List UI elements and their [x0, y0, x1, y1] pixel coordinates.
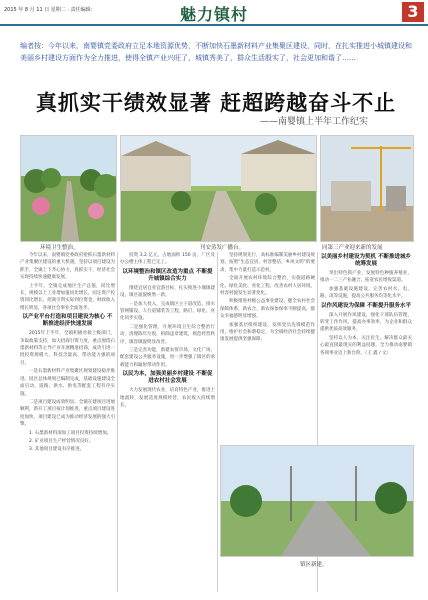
paragraph: 1. 石墨新材料深加工项目投资持续增加。: [29, 430, 112, 436]
column-divider: [217, 252, 218, 592]
section-heading: 以民为本，加强美丽乡村建设 不断促进农村社会发展: [122, 371, 213, 385]
paragraph: 深入开展作风建设，强化干部队伍管理，转变工作作风，提高办事效率，为企业和群众提供优质高效服务。: [320, 312, 412, 333]
paragraph: 三是完善功能，新建农贸市场、文化广场，配套建设公共服务设施，进一步增强了镇区的承载能力和辐射带动作用。: [120, 348, 215, 368]
paragraph: 3. 其他项目建设有序推进。: [29, 447, 85, 453]
paragraph: 突出特色抓产业，发展特色种植养殖业，推动一二三产业融合，拓宽农民增收渠道。: [320, 271, 412, 284]
section-heading: 以环境整治和镇区改造为重点 不断提升城镇综合实力: [122, 268, 213, 282]
paragraph: 全面开展农村环境综合整治，实施道路硬化、绿化美化、亮化工程，改善农村人居环境，村容村貌发生显著变化。: [220, 276, 315, 297]
photo-town-road: [220, 445, 414, 557]
section-heading: 以作风建设为保障 不断提升服务水平: [321, 302, 411, 309]
article-column-2: [120, 252, 215, 592]
paragraph: 加强基础设施建设，完善农村水、电、路、讯等设施，提高公共服务均等化水平。: [320, 286, 412, 300]
paragraph: 围绕宜居宜业宜游目标，扎实推进小城镇建设，镇区面貌焕然一新。: [120, 285, 215, 299]
subheadline: ——南婴镇上半年工作纪实: [260, 117, 369, 127]
paragraph: 坚持以人为本，关注民生，解决群众最关心最直接最现实的利益问题，全力推动南婴镇各项事业迈上新台阶。（王 鑫 / 文）: [320, 335, 412, 356]
paragraph: 积极推进村级公益事业建设，健全农村社会保障体系，新农合、新农保参保率不断提高，群众幸福感明显增强。: [220, 299, 315, 320]
page-number: 3: [402, 2, 424, 22]
photo-caption: 同第三产业迎来新的发展: [322, 245, 383, 251]
section-heading: 以美丽乡村建设为契机 不断推进城乡统筹发展: [321, 254, 411, 267]
photo-tree-road: [20, 135, 117, 242]
paragraph: 2. 矿业项目生产经营情况良好。: [29, 438, 94, 444]
paragraph: 二是项目建设成效明显。全镇在建项目进展顺利，新开工项目按计划推进，重点项目建设进度加快，项目建设已成为推动经济发展的强大引擎。: [20, 399, 115, 428]
header-meta: 2015 年 8 月 11 日 星期二 · 责任编辑：: [4, 7, 96, 13]
paragraph: 大力发展现代农业，培育特色产业，推进土地流转，发展适度规模经营，农民收入持续增长。: [120, 388, 215, 409]
paragraph: 二是强化管理，开展环境卫生综合整治行动，清理陈年垃圾，拆除违章建筑，规范经营秩序，镇容镇貌明显改善。: [120, 324, 215, 345]
photo-caption: 镇区新建。: [300, 562, 328, 568]
paragraph: 投资 3.2 亿元，占地面积 150 亩，厂区及办公楼主体工程已完工。: [120, 253, 215, 266]
paragraph: 上半年，全镇完成地区生产总值，同比增长，规模以上工业增加值同比增长，固定资产投资同比增长，招商引资实际到位资金，财政收入增长明显，各项社会事业全面进步。: [20, 283, 115, 311]
editor-note: 编者按：今年以来，南婴镇党委政府立足本地资源优势，不断加快石墨新材料产业集聚区建设，同时，在扎实推进小城镇建设和美丽乡村建设方面作为全力推进，使得全镇产业兴旺了，城镇秀美了，群众生活殷实了，社会更加和谐了……: [20, 42, 412, 62]
article-column-1: [20, 252, 115, 592]
section-title: 魅力镇村: [180, 5, 249, 24]
paragraph: 加强基层组织建设，发挥党员先锋模范作用，维护社会和谐稳定，为全镇经济社会持续健康发展提供坚强保障。: [220, 322, 315, 343]
paragraph: 今年以来，南婴镇党委政府抢抓石墨新材料产业集聚区建设的重大机遇，坚持以项目建设为抓手，全镇上下齐心协力，真抓实干，经济社会实现持续快速健康发展。: [20, 253, 115, 281]
page-header: [0, 0, 428, 26]
headline: 真抓实干绩效显著 赶超跨越奋斗不止: [35, 90, 397, 115]
paragraph: 坚持规划先行，高标准编制美丽乡村建设规划，按照“生态宜居、村容整洁、乡风文明”的要求，集中力量打造示范村。: [220, 253, 315, 273]
photo-town-street: [120, 135, 317, 242]
section-heading: 以产业平台打造和项目建设为核心 不断推进经济快速发展: [22, 314, 113, 328]
photo-construction: [320, 135, 414, 242]
paragraph: 一是加大投入，完成镇区主干道改造、排水管网铺设、人行道铺装等工程，路灯、绿化、亮化同步实施。: [120, 301, 215, 322]
photo-caption: 刊安蒸发广播台。: [200, 245, 245, 251]
photo-caption: 环境卫生整治。: [40, 245, 79, 251]
article-column-4: [320, 252, 412, 440]
column-divider: [117, 252, 118, 592]
paragraph: 2015年上半年，全镇积极对接上级部门，争取政策支持，加大招商引资力度，重点围绕石墨新材料等主导产业开展精准招商，成功引进一批投资规模大、科技含量高、带动能力强的项目。: [20, 331, 115, 366]
paragraph: 一是石墨新材料产业集聚区规划建设稳步推进。园区总体规划已编制完成，基础设施建设全面启动，道路、供水、供电等配套工程有序实施。: [20, 369, 115, 397]
